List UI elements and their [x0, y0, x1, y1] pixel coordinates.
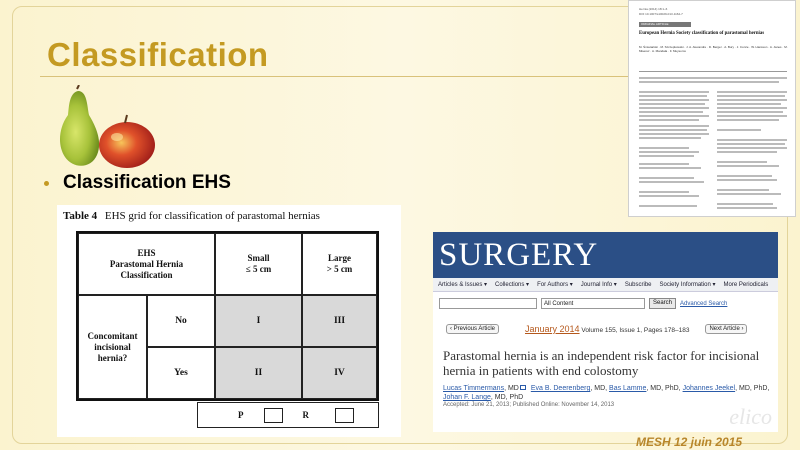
issue-date-link: January 2014 — [525, 324, 580, 334]
content-select: All Content — [541, 298, 645, 309]
nav-collections: Collections ▾ — [495, 282, 530, 288]
pear-stem — [77, 85, 79, 89]
author-suffix: , MD — [504, 385, 519, 392]
nav-subscribe: Subscribe — [624, 281, 652, 288]
paper-text-line — [639, 95, 707, 97]
slide-footer: MESH 12 juin 2015 — [636, 435, 743, 449]
paper-title: European Hernia Society classification of parastomal hernias — [639, 31, 765, 36]
paper-text-line — [639, 125, 709, 127]
paper-text-line — [717, 203, 773, 205]
cell-type-iv: IV — [302, 347, 377, 399]
paper-text-line — [639, 119, 699, 121]
col-header-small: Small ≤ 5 cm — [215, 233, 302, 295]
paper-text-line — [717, 99, 787, 101]
paper-section-tag: ORIGINAL ARTICLE — [639, 22, 691, 27]
paper-text-line — [639, 81, 779, 83]
apple-shape — [99, 122, 155, 168]
paper-text-line — [639, 103, 705, 105]
paper-text-line — [717, 103, 781, 105]
advanced-search-link: Advanced Search — [680, 300, 728, 307]
eu-paper-image — [628, 0, 796, 217]
search-input — [439, 298, 537, 309]
pear-apple-image — [55, 85, 160, 170]
ehs-table-image — [57, 205, 401, 437]
cell-type-ii: II — [215, 347, 302, 399]
surgery-article-screenshot — [433, 232, 778, 432]
search-button: Search — [649, 298, 676, 309]
author-name: Lucas Timmermans — [443, 385, 505, 392]
paper-text-line — [639, 129, 707, 131]
paper-text-line — [717, 139, 787, 141]
paper-text-line — [717, 189, 769, 191]
paper-text-line — [639, 181, 704, 183]
nav-society-info: Society Information ▾ — [659, 282, 716, 288]
paper-text-line — [639, 151, 699, 153]
author-name: Johannes Jeekel — [682, 385, 736, 392]
paper-text-line — [639, 205, 697, 207]
paper-text-line — [639, 133, 709, 135]
email-icon — [520, 385, 526, 390]
author-suffix: , MD, PhD — [490, 394, 524, 401]
row-yes-label: Yes — [147, 347, 215, 399]
col-header-large: Large > 5 cm — [302, 233, 377, 295]
slide-title: Classification — [47, 36, 269, 73]
bullet-text: Classification EHS — [63, 172, 231, 193]
author-name: Johan F. Lange — [443, 394, 491, 401]
paper-text-line — [717, 147, 787, 149]
recurrent-label: R — [302, 410, 309, 420]
paper-text-line — [639, 163, 689, 165]
article-title: Parastomal hernia is an independent risk factor for incisional hernia in patients with end colostomy — [443, 348, 760, 378]
row-group-label: Concomitant incisional hernia? — [78, 295, 147, 399]
author-suffix: , MD, PhD, — [735, 385, 770, 392]
row-no-label: No — [147, 295, 215, 347]
paper-text-line — [639, 167, 701, 169]
primary-checkbox — [264, 408, 283, 423]
ehs-grid — [76, 231, 379, 401]
paper-text-line — [717, 143, 785, 145]
table-caption-text: EHS grid for classification of parastomal hernias — [104, 210, 320, 222]
paper-rule — [639, 71, 787, 72]
author-name: Eva B. Deerenberg — [530, 385, 591, 392]
paper-text-line — [639, 155, 694, 157]
grid-header-title: EHS Parastomal Hernia Classification — [78, 233, 215, 295]
article-nav-row — [446, 324, 776, 334]
paper-text-line — [639, 147, 689, 149]
paper-text-line — [639, 195, 699, 197]
paper-text-line — [717, 165, 779, 167]
surgery-logo: SURGERY — [439, 237, 599, 273]
title-divider — [40, 76, 630, 77]
surgery-nav — [433, 278, 778, 292]
paper-header-line: Hernia (2014) 18:1–6 — [639, 7, 668, 11]
paper-text-line — [717, 179, 777, 181]
cell-type-iii: III — [302, 295, 377, 347]
paper-text-line — [717, 107, 787, 109]
table-caption — [63, 210, 320, 222]
paper-text-line — [717, 115, 787, 117]
surgery-search-bar — [439, 298, 727, 309]
table-caption-label: Table 4 — [63, 210, 98, 222]
paper-text-line — [639, 107, 709, 109]
apple-highlight — [111, 133, 123, 141]
author-suffix: , MD, PhD, — [646, 385, 683, 392]
primary-recurrent-row — [197, 402, 379, 428]
paper-text-line — [717, 207, 777, 209]
paper-text-line — [639, 99, 709, 101]
bullet-item — [44, 172, 231, 194]
paper-text-line — [717, 95, 785, 97]
previous-article-button: ‹ Previous Article — [446, 324, 499, 334]
paper-text-line — [639, 137, 701, 139]
recurrent-checkbox — [335, 408, 354, 423]
issue-volume: Volume 155, Issue 1, Pages 178–183 — [581, 327, 690, 334]
paper-header-line: DOI 10.1007/s10029-013-1162-7 — [639, 12, 683, 16]
paper-text-line — [717, 161, 767, 163]
paper-text-line — [717, 129, 761, 131]
author-suffix: , MD, — [590, 385, 610, 392]
nav-for-authors: For Authors ▾ — [537, 282, 573, 288]
paper-text-line — [639, 177, 694, 179]
bullet-dot-icon — [44, 181, 49, 186]
paper-text-line — [717, 111, 783, 113]
cell-type-i: I — [215, 295, 302, 347]
paper-text-line — [717, 151, 777, 153]
paper-text-line — [717, 193, 781, 195]
paper-text-line — [639, 191, 689, 193]
paper-authors: M. Śmietański · M. Szczepkowski · J. A. Alexandre · D. Berger · A. Bury · J. Conze · W. Hansson · A. Janes · M. Miserez · A. Mandala · F. Muysoms — [639, 45, 788, 53]
paper-text-line — [717, 91, 787, 93]
paper-text-line — [639, 115, 709, 117]
paper-text-line — [717, 119, 779, 121]
accepted-date: Accepted: June 21, 2013; Published Online: November 14, 2013 — [443, 402, 615, 408]
elsevier-watermark: elico — [729, 404, 772, 429]
paper-text-line — [639, 77, 787, 79]
paper-text-line — [639, 91, 709, 93]
paper-text-line — [717, 175, 772, 177]
nav-more-periodicals: More Periodicals — [723, 281, 769, 288]
nav-articles-issues: Articles & Issues ▾ — [438, 282, 488, 288]
primary-label: P — [238, 410, 244, 420]
nav-journal-info: Journal Info ▾ — [580, 282, 617, 288]
surgery-header — [433, 232, 778, 278]
issue-info — [525, 324, 689, 334]
author-name: Bas Lamme — [609, 385, 647, 392]
apple-stem — [125, 115, 127, 123]
paper-text-line — [639, 111, 703, 113]
article-authors — [443, 384, 773, 402]
next-article-button: Next Article › — [705, 324, 747, 334]
pear-shape — [60, 91, 99, 166]
